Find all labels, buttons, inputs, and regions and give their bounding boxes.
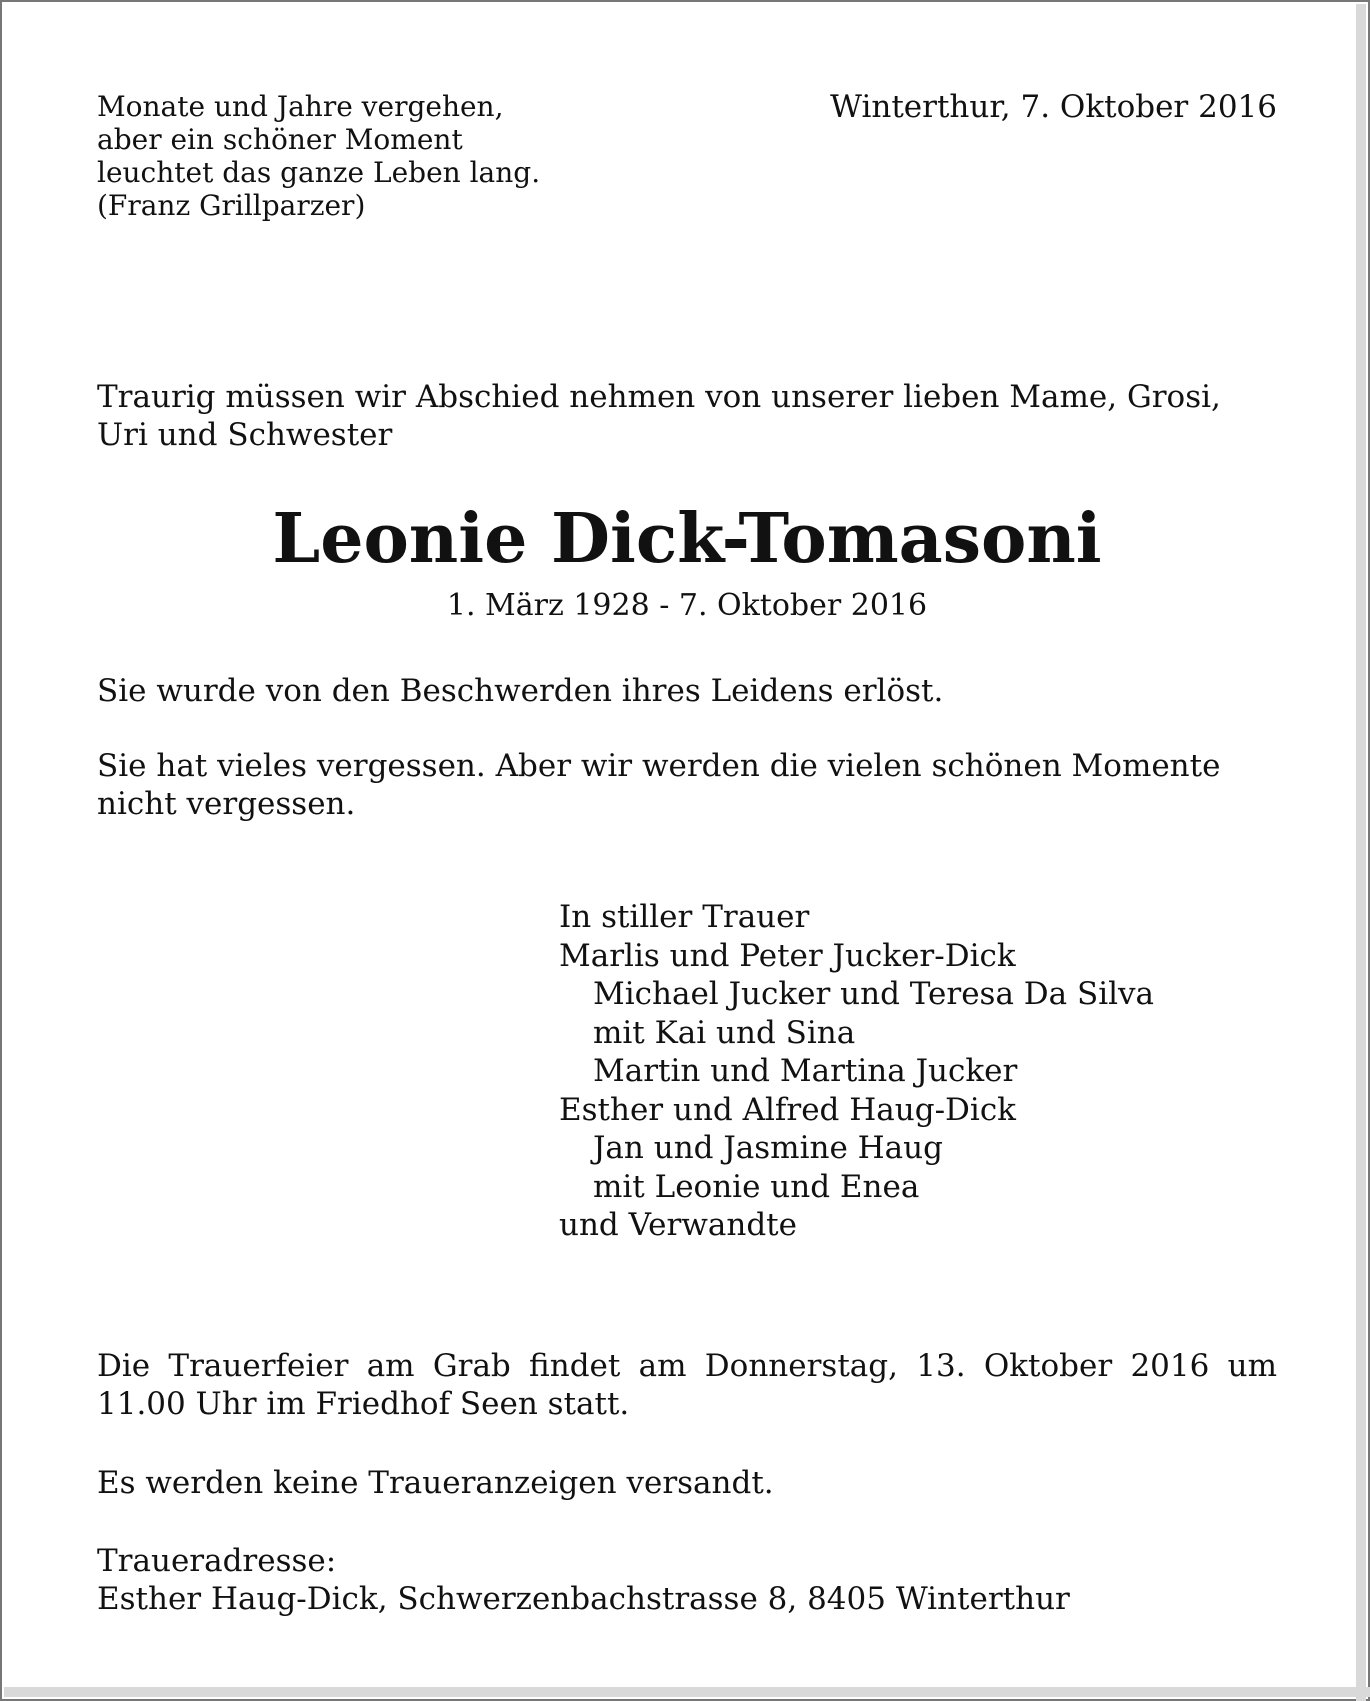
motto-quote: [97, 90, 637, 222]
paragraph-relief: Sie wurde von den Beschwerden ihres Leidens erlöst.: [97, 673, 944, 709]
mourner-entry: und Verwandte: [559, 1207, 797, 1243]
mourner-entry: Marlis und Peter Jucker-Dick: [559, 937, 1016, 974]
intro-text: Traurig müssen wir Abschied nehmen von unserer lieben Mame, Grosi, Uri und Schwester: [97, 379, 1221, 453]
mourner-entry: Michael Jucker und Teresa Da Silva: [593, 976, 1155, 1012]
ceremony-info: [97, 1347, 1277, 1423]
mourner-entry: mit Leonie und Enea: [593, 1168, 920, 1205]
ceremony-line: 11.00 Uhr im Friedhof Seen statt.: [97, 1386, 630, 1422]
no-cards-notice: Es werden keine Traueranzeigen versandt.: [97, 1465, 774, 1501]
motto-line: leuchtet das ganze Leben lang.: [97, 156, 541, 189]
mourners-heading: In stiller Trauer: [559, 899, 810, 935]
address-value: Esther Haug-Dick, Schwerzenbachstrasse 8, 8405 Winterthur: [97, 1581, 1070, 1617]
place-and-date: Winterthur, 7. Oktober 2016: [830, 89, 1277, 125]
deceased-lifespan: 1. März 1928 - 7. Oktober 2016: [446, 588, 928, 623]
obituary-notice: [2, 2, 1360, 1691]
address-label: Traueradresse:: [97, 1543, 337, 1579]
mourner-entry: Esther und Alfred Haug-Dick: [559, 1091, 1016, 1128]
mourners-list: [559, 898, 1259, 1245]
mourner-entry: Jan und Jasmine Haug: [593, 1130, 943, 1166]
mourning-address: [97, 1542, 1277, 1618]
deceased-name: Leonie Dick-Tomasoni: [272, 499, 1102, 579]
paragraph-memories: Sie hat vieles vergessen. Aber wir werden die vielen schönen Momente nicht vergessen.: [97, 748, 1221, 822]
motto-line: Monate und Jahre vergehen,: [97, 90, 504, 123]
ceremony-line: Die Trauerfeier am Grab findet am Donnerstag, 13. Oktober 2016 um: [97, 1348, 1277, 1384]
motto-line: aber ein schöner Moment: [97, 123, 463, 156]
mourner-entry: Martin und Martina Jucker: [593, 1053, 1018, 1089]
mourner-entry: mit Kai und Sina: [593, 1014, 856, 1051]
motto-author: (Franz Grillparzer): [97, 189, 366, 222]
